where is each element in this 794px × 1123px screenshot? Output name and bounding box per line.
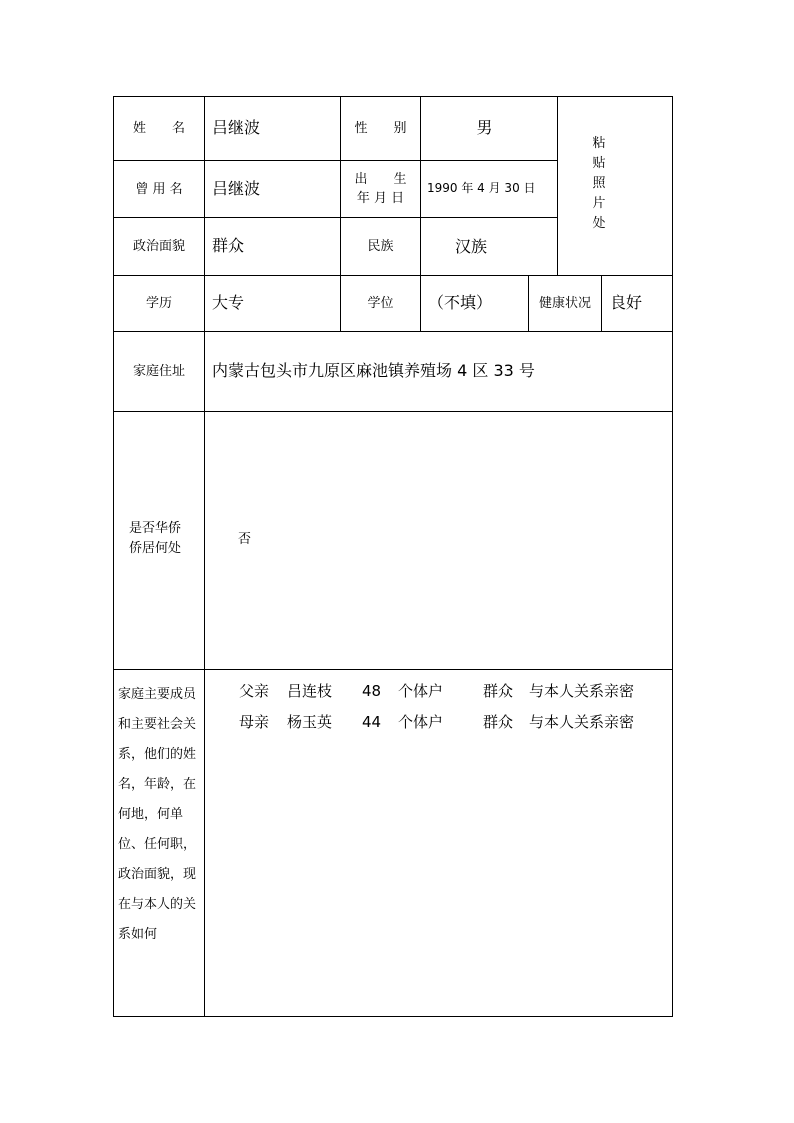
former-name-label: 曾 用 名 bbox=[135, 182, 183, 197]
relation-age: 44 bbox=[362, 713, 382, 731]
table-border-bottom bbox=[113, 1016, 673, 1017]
table-border-top bbox=[113, 96, 673, 97]
relation-type: 父亲 bbox=[239, 682, 270, 700]
birth-label-line1: 出 生 bbox=[354, 172, 407, 187]
table-border-left bbox=[113, 96, 114, 1017]
political-status-label: 政治面貌 bbox=[132, 239, 185, 254]
label-column-divider bbox=[204, 96, 205, 1017]
health-label: 健康状况 bbox=[538, 296, 591, 311]
row-divider bbox=[113, 331, 673, 332]
address-value: 内蒙古包头市九原区麻池镇养殖场 4 区 33 号 bbox=[212, 361, 535, 380]
relation-age: 48 bbox=[362, 682, 382, 700]
overseas-value: 否 bbox=[238, 532, 252, 547]
relation-work: 个体户 bbox=[398, 682, 444, 700]
degree-label: 学位 bbox=[367, 296, 394, 311]
photo-char: 片 bbox=[592, 196, 606, 211]
ethnicity-label: 民族 bbox=[367, 239, 394, 254]
overseas-label-line2: 侨居何处 bbox=[128, 541, 181, 556]
address-label: 家庭住址 bbox=[132, 364, 185, 379]
health-value: 良好 bbox=[610, 293, 643, 312]
gender-label: 性 别 bbox=[354, 121, 407, 136]
photo-char: 粘 bbox=[592, 136, 606, 151]
row-divider bbox=[113, 411, 673, 412]
photo-char: 处 bbox=[592, 216, 606, 231]
relation-politics: 群众 bbox=[483, 682, 514, 700]
relation-politics: 群众 bbox=[483, 713, 514, 731]
row-divider bbox=[113, 160, 558, 161]
education-label: 学历 bbox=[145, 296, 172, 311]
column-divider bbox=[601, 275, 602, 332]
relation-name: 吕连枝 bbox=[287, 682, 333, 700]
row-divider bbox=[113, 669, 673, 670]
birth-label-line2: 年 月 日 bbox=[356, 191, 405, 206]
name-label: 姓 名 bbox=[132, 121, 185, 136]
relation-name: 杨玉英 bbox=[287, 713, 333, 731]
relation-row bbox=[0, 682, 672, 700]
birth-value: 1990 年 4 月 30 日 bbox=[427, 181, 536, 195]
overseas-label-line1: 是否华侨 bbox=[128, 521, 181, 536]
education-value: 大专 bbox=[212, 293, 245, 312]
relations-label: 家庭主要成员和主要社会关系，他们的姓名，年龄，在何地，何单位、任何职，政治面貌，现在与本人的关系如何 bbox=[118, 687, 197, 942]
photo-char: 贴 bbox=[592, 156, 606, 171]
photo-column-divider bbox=[557, 96, 558, 276]
photo-placeholder bbox=[589, 134, 609, 234]
degree-value: （不填） bbox=[428, 293, 493, 312]
gender-value: 男 bbox=[476, 118, 493, 137]
name-value: 吕继波 bbox=[212, 118, 261, 137]
row-divider bbox=[113, 275, 673, 276]
political-status-value: 群众 bbox=[212, 236, 245, 255]
relation-closeness: 与本人关系亲密 bbox=[529, 713, 635, 731]
relation-row bbox=[0, 713, 672, 731]
ethnicity-value: 汉族 bbox=[455, 237, 488, 256]
photo-char: 照 bbox=[592, 176, 606, 191]
former-name-value: 吕继波 bbox=[212, 179, 261, 198]
relation-work: 个体户 bbox=[398, 713, 444, 731]
table-border-right bbox=[672, 96, 673, 1017]
relation-closeness: 与本人关系亲密 bbox=[529, 682, 635, 700]
relation-type: 母亲 bbox=[239, 713, 270, 731]
row-divider bbox=[113, 217, 558, 218]
